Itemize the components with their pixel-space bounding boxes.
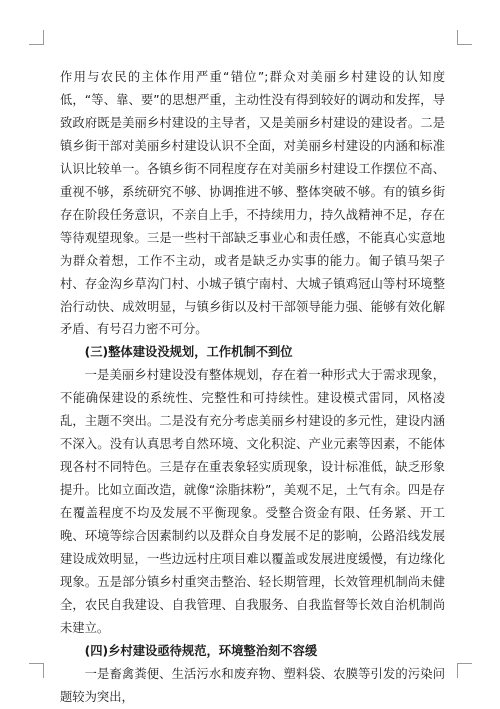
- crop-mark-bottom-right: [457, 663, 472, 678]
- section-heading-planning: (三)整体建设没规划，工作机制不到位: [84, 345, 293, 360]
- paragraph-planning-issues: 一是美丽乡村建设没有整体规划，存在着一种形式大于需求现象，不能确保建设的系统性、完整性和可持续性。建设模式雷同，风格凌乱，主题不突出。二是没有充分考虑美丽乡村建设的多元性，建设内涵不深入。没有认真思考自然环境、文化积淀、产业元素等因素，不能体现各村不同特色。三是存在重表象轻实质现象，设计标准低，缺乏形象提升。比如立面改造，就像“涂脂抹粉”，美观不足，土气有余。四是存在覆盖程度不均及发展不平衡现象。受整合资金有限、任务紧、开工晚、环境等综合因素制约以及群众自身发展不足的影响，公路沿线发展建设成效明显，一些边远村庄项目难以覆盖或发展进度缓慢，有边缘化现象。五是部分镇乡村重突击整治、轻长期管理，长效管理机制尚未健全，农民自我建设、自我管理、自我服务、自我监督等长效自治机制尚未建立。: [60, 368, 445, 635]
- paragraph-cadre-awareness: 作用与农民的主体作用严重“错位”;群众对美丽乡村建设的认知度低，“等、靠、要”的思想严重，主动性没有得到较好的调动和发挥，导致政府既是美丽乡村建设的主导者，又是美丽乡村建设的建设者。二是镇乡街干部对美丽乡村建设认识不全面，对美丽乡村建设的内涵和标准认识比较单一。各镇乡街不同程度存在对美丽乡村建设工作摆位不高、重视不够，系统研究不够、协调推进不够、整体突破不够。有的镇乡街存在阶段任务意识，不亲自上手，不持续用力，持久战精神不足，存在等待观望现象。三是一些村干部缺乏事业心和责任感，不能真心实意地为群众着想，工作不主动，或者是缺乏办实事的能力。匍子镇马架子村、存金沟乡草沟门村、小城子镇宁南村、大城子镇鸡冠山等村环境整治行动快、成效明显，与镇乡街以及村干部领导能力强、能够有效化解矛盾、有号召力密不可分。: [60, 70, 445, 337]
- crop-mark-top-left: [29, 30, 44, 45]
- paragraph-environment-issues: 一是畜禽粪便、生活污水和废弃物、塑料袋、农膜等引发的污染问题较为突出，: [60, 666, 445, 704]
- crop-mark-top-right: [457, 30, 472, 45]
- document-body: [60, 66, 445, 709]
- crop-mark-bottom-left: [29, 663, 44, 678]
- section-heading-environment: (四)乡村建设亟待规范，环境整治刻不容缓: [84, 643, 318, 658]
